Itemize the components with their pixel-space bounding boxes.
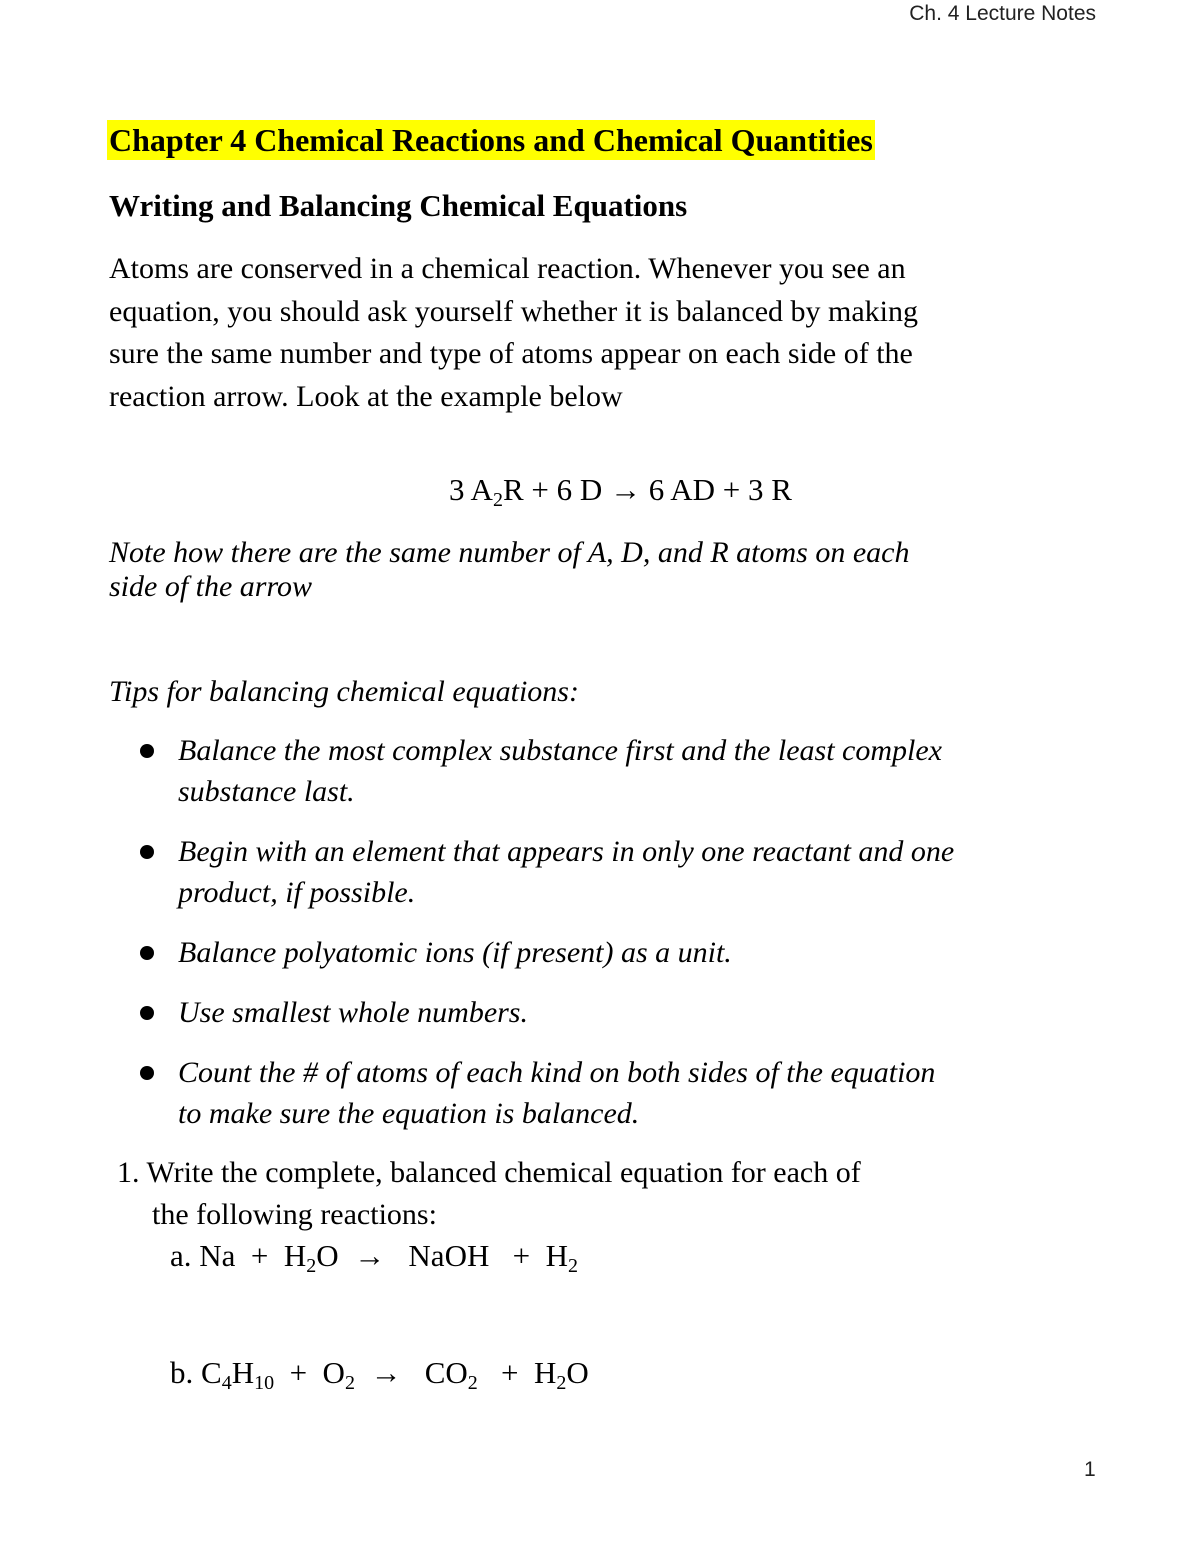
- note-line: Note how there are the same number of A, D, and R atoms on each: [109, 536, 910, 569]
- tip-text: Balance polyatomic ions (if present) as a unit.: [178, 936, 732, 969]
- eq-subscript: 2: [556, 1372, 567, 1394]
- bullet-icon: [140, 845, 154, 859]
- list-item: [140, 1052, 1120, 1134]
- eq-text: → CO: [354, 1355, 468, 1390]
- list-item: [140, 992, 1120, 1033]
- eq-text: a. Na + H: [170, 1238, 307, 1273]
- intro-line: sure the same number and type of atoms appear on each side of the: [109, 337, 913, 370]
- note-paragraph: [109, 536, 909, 604]
- tip-text: Balance the most complex substance first and the least complex: [178, 734, 942, 767]
- intro-line: equation, you should ask yourself whether it is balanced by making: [109, 294, 918, 328]
- section-heading: Writing and Balancing Chemical Equations: [109, 188, 688, 223]
- tips-heading: Tips for balancing chemical equations:: [109, 675, 579, 708]
- tip-text: Count the # of atoms of each kind on both sides of the equation: [178, 1056, 936, 1089]
- page-header: Ch. 4 Lecture Notes: [909, 2, 1096, 25]
- eq-text: + H: [477, 1355, 557, 1390]
- equation-a: [170, 1238, 578, 1277]
- tip-text: to make sure the equation is balanced.: [178, 1097, 640, 1130]
- tips-list: [140, 730, 1120, 1153]
- list-item: [140, 932, 1120, 973]
- intro-paragraph: [109, 248, 1099, 418]
- eq-subscript: 2: [306, 1255, 317, 1277]
- intro-line: Atoms are conserved in a chemical reaction. Whenever you see an: [109, 252, 906, 285]
- list-item: [140, 831, 1120, 913]
- example-equation: [449, 472, 792, 511]
- question-line: 1. Write the complete, balanced chemical equation for each of: [117, 1156, 861, 1189]
- question-line: the following reactions:: [152, 1198, 437, 1231]
- eq-text: b. C: [170, 1355, 222, 1390]
- eq-subscript: 2: [492, 489, 503, 511]
- eq-subscript: 10: [254, 1372, 275, 1394]
- eq-text: O: [566, 1355, 589, 1390]
- tip-text: substance last.: [178, 775, 355, 808]
- tip-text: Begin with an element that appears in only one reactant and one: [178, 835, 955, 868]
- eq-text: 3 A: [449, 472, 493, 507]
- eq-text: O → NaOH + H: [316, 1238, 568, 1273]
- equation-b: [170, 1355, 589, 1394]
- eq-subscript: 2: [467, 1372, 478, 1394]
- intro-line: reaction arrow. Look at the example below: [109, 379, 623, 413]
- question-1: [117, 1152, 861, 1236]
- eq-text: H: [231, 1355, 255, 1390]
- eq-subscript: 2: [567, 1255, 578, 1277]
- page-number: 1: [1084, 1458, 1096, 1481]
- list-item: [140, 730, 1120, 812]
- bullet-icon: [140, 1006, 154, 1020]
- eq-text: + O: [274, 1355, 345, 1390]
- note-line: side of the arrow: [109, 570, 313, 603]
- bullet-icon: [140, 744, 154, 758]
- tip-text: product, if possible.: [178, 876, 416, 909]
- bullet-icon: [140, 1066, 154, 1080]
- tip-text: Use smallest whole numbers.: [178, 996, 528, 1029]
- eq-text: R + 6 D → 6 AD + 3 R: [502, 472, 792, 507]
- eq-subscript: 4: [221, 1372, 232, 1394]
- eq-subscript: 2: [344, 1372, 355, 1394]
- chapter-title: Chapter 4 Chemical Reactions and Chemical Quantities: [109, 122, 873, 158]
- bullet-icon: [140, 946, 154, 960]
